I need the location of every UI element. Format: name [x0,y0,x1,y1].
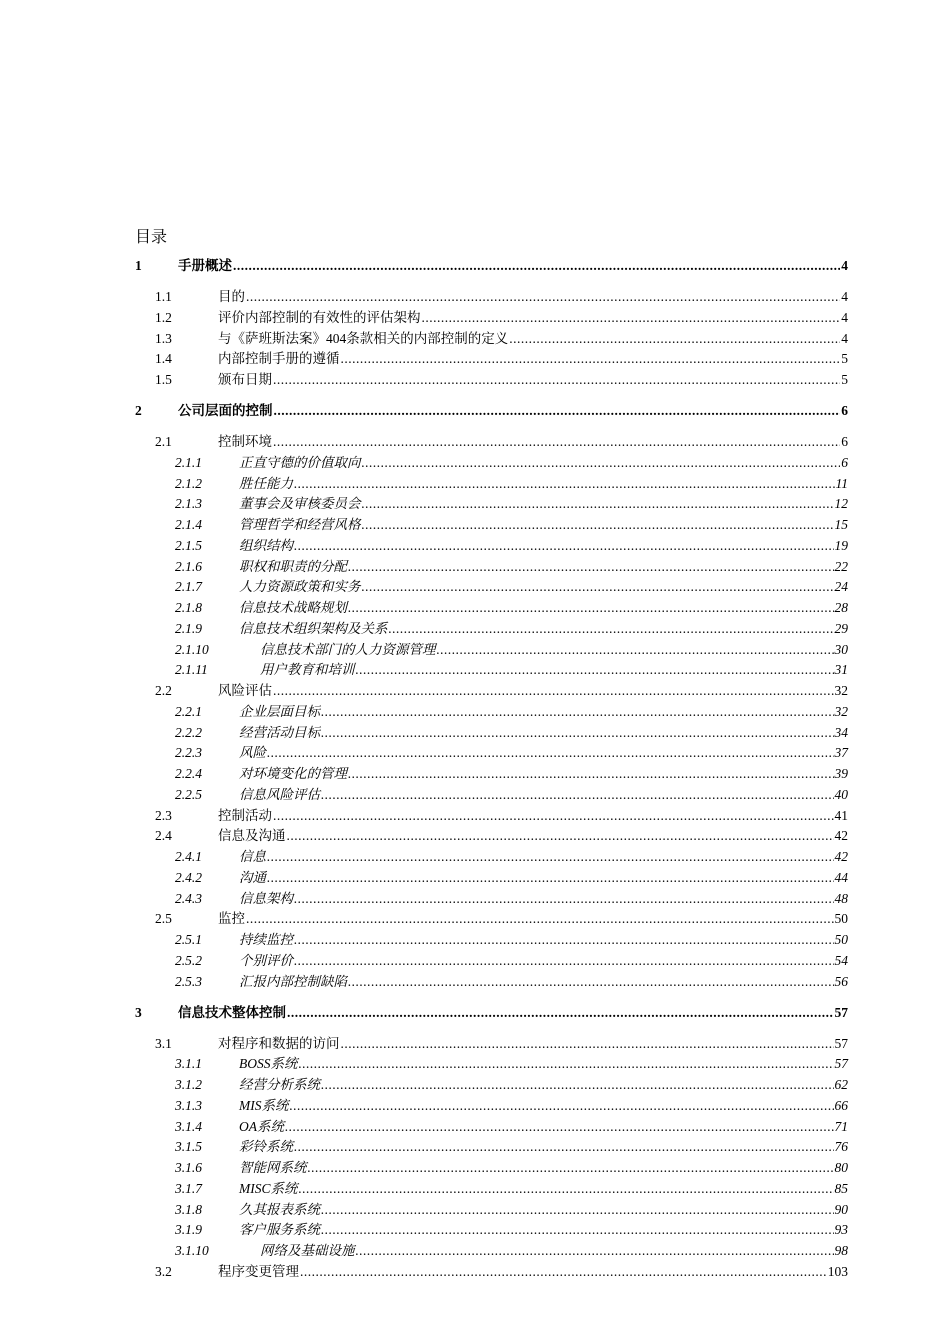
toc-leader-dots [287,827,834,845]
toc-entry[interactable] [175,661,848,679]
toc-entry-title: 目的 [218,289,245,304]
toc-leader-dots [356,1242,834,1260]
toc-entry-page: 44 [834,869,848,885]
toc-entry-title: 风险评估 [218,683,272,698]
toc-entry-page: 6 [841,454,848,470]
toc-entry-page: 50 [834,932,848,947]
toc-entry-title: 网络及基础设施 [260,1243,355,1258]
toc-entry-number: 2.1.6 [175,558,202,574]
toc-leader-dots [300,1263,827,1281]
toc-entry-number: 1.1 [155,289,172,304]
toc-entry-title: 信息风险评估 [239,786,320,802]
toc-entry[interactable] [175,1159,848,1177]
toc-entry[interactable] [175,558,848,576]
toc-entry-title: OA系统 [239,1118,284,1134]
toc-entry[interactable] [175,578,848,596]
toc-leader-dots [348,765,834,783]
toc-entry[interactable] [175,1242,848,1260]
toc-entry-title: 与《萨班斯法案》404条款相关的内部控制的定义 [218,330,509,346]
toc-leader-dots [290,1097,834,1115]
toc-entry[interactable] [175,537,848,555]
toc-entry-page: 4 [841,330,848,346]
toc-entry-page: 54 [834,952,848,968]
toc-leader-dots [308,1159,834,1177]
toc-entry-number: 2.2.5 [175,786,202,802]
toc-leader-dots [294,1138,834,1156]
toc-entry-number: 3.1.2 [175,1077,202,1092]
toc-leader-dots [294,537,834,555]
toc-leader-dots [348,558,834,576]
toc-entry-title: 对程序和数据的访问 [218,1035,340,1051]
toc-entry-page: 12 [834,496,848,512]
toc-entry-title: 信息技术组织架构及关系 [239,620,388,636]
toc-entry-number: 3.2 [155,1263,172,1279]
toc-leader-dots [362,578,834,596]
toc-entry-title: 信息技术战略规划 [239,600,347,615]
toc-entry-page: 50 [834,911,848,927]
toc-entry-title: 颁布日期 [218,372,272,387]
toc-entry[interactable] [175,1076,848,1094]
toc-entry-page: 39 [834,766,848,781]
toc-entry-number: 3.1.8 [175,1201,202,1217]
toc-entry-page: 37 [834,745,848,761]
toc-entry-page: 28 [834,600,848,615]
toc-entry-title: 用户教育和培训 [260,662,355,678]
toc-entry-page: 57 [834,1035,848,1051]
toc-entry[interactable] [175,890,848,908]
toc-entry[interactable] [155,309,848,327]
toc-entry[interactable] [175,454,848,472]
toc-entry-number: 2.2.1 [175,703,202,719]
toc-leader-dots [321,1201,834,1219]
toc-entry-title: 管理哲学和经营风格 [239,517,361,532]
toc-entry-number: 2.4.2 [175,869,202,885]
toc-entry-number: 1.2 [155,309,172,325]
toc-entry-number: 2 [135,403,142,418]
toc-entry-number: 2.1.11 [175,662,208,678]
toc-leader-dots [321,724,834,742]
toc-entry[interactable] [175,848,848,866]
toc-entry-page: 15 [834,517,848,532]
toc-entry-page: 6 [841,434,848,449]
toc-entry-page: 71 [834,1118,848,1134]
toc-leader-dots [273,371,840,389]
toc-leader-dots [348,599,834,617]
toc-entry[interactable] [175,931,848,949]
toc-entry-title: 监控 [218,911,245,927]
toc-leader-dots [246,910,834,928]
toc-entry-title: 客户服务系统 [239,1222,320,1238]
toc-entry-number: 2.1.1 [175,454,202,470]
toc-entry[interactable] [175,641,848,659]
toc-entry-number: 2.1.9 [175,620,202,636]
toc-entry-page: 56 [834,973,848,989]
toc-entry-title: 持续监控 [239,932,293,947]
toc-leader-dots [422,309,841,327]
toc-entry[interactable] [175,952,848,970]
toc-entry-title: 久其报表系统 [239,1201,320,1217]
toc-entry-page: 48 [834,890,848,906]
toc-entry-title: 沟通 [239,869,266,885]
toc-entry-number: 3.1.4 [175,1118,202,1134]
toc-leader-dots [321,1221,834,1239]
toc-entry-title: 内部控制手册的遵循 [218,351,340,367]
toc-entry-title: 智能网系统 [239,1160,307,1175]
toc-entry[interactable] [155,371,848,389]
toc-entry-title: 信息技术整体控制 [178,1004,286,1020]
toc-entry-number: 2.1.5 [175,537,202,553]
toc-leader-dots [509,330,840,348]
toc-leader-dots [321,703,834,721]
toc-entry-page: 11 [835,475,848,491]
toc-entry-title: BOSS系统 [239,1056,298,1072]
toc-entry-title: 企业层面目标 [239,703,320,719]
toc-entry-title: MIS系统 [239,1097,289,1113]
toc-entry[interactable] [175,516,848,534]
toc-entry[interactable] [175,599,848,617]
toc-entry[interactable] [155,350,848,368]
toc-entry-title: 正直守德的价值取向 [239,454,361,470]
toc-entry[interactable] [175,1201,848,1219]
toc-leader-dots [246,288,840,306]
toc-entry-title: 公司层面的控制 [178,403,273,418]
toc-entry-number: 2.4.3 [175,890,202,906]
toc-entry-page: 42 [834,849,848,864]
toc-entry-page: 80 [834,1160,848,1175]
toc-entry[interactable] [175,1055,848,1073]
toc-entry[interactable] [155,330,848,348]
toc-leader-dots [348,973,834,991]
toc-entry[interactable] [175,1138,848,1156]
toc-entry-page: 57 [834,1056,848,1072]
toc-entry[interactable] [135,402,848,420]
toc-leader-dots [437,641,834,659]
toc-entry-number: 1.4 [155,351,172,367]
toc-leader-dots [233,257,840,275]
toc-leader-dots [341,350,841,368]
toc-entry-number: 2.3 [155,807,172,823]
toc-entry-number: 3.1.5 [175,1139,202,1155]
toc-entry-number: 2.1.10 [175,641,209,657]
toc-entry-page: 66 [834,1097,848,1113]
toc-leader-dots [299,1180,834,1198]
toc-entry-number: 2.2.3 [175,745,202,761]
toc-leader-dots [273,682,834,700]
toc-leader-dots [299,1055,834,1073]
toc-entry-number: 3.1 [155,1035,172,1051]
toc-entry[interactable] [155,682,848,700]
toc-entry-number: 2.1.7 [175,579,202,595]
toc-entry-number: 3.1.1 [175,1056,202,1072]
toc-entry-number: 2.5.2 [175,952,202,968]
toc-leader-dots [273,807,834,825]
toc-entry-title: 个别评价 [239,952,293,968]
toc-entry-number: 1.5 [155,372,172,387]
toc-entry-number: 3.1.10 [175,1243,209,1258]
toc-entry-page: 31 [834,662,848,678]
toc-entry[interactable] [175,475,848,493]
toc-entry-number: 3.1.7 [175,1180,202,1196]
toc-entry[interactable] [175,973,848,991]
toc-entry[interactable] [175,1097,848,1115]
toc-entry[interactable] [175,1221,848,1239]
toc-entry-title: 风险 [239,745,266,761]
toc-entry-page: 90 [834,1201,848,1217]
toc-entry-page: 76 [834,1139,848,1155]
toc-entry[interactable] [155,910,848,928]
toc-entry-title: 信息及沟通 [218,828,286,844]
toc-entry-page: 32 [834,703,848,719]
toc-entry-number: 1 [135,258,142,273]
toc-entry-number: 2.4.1 [175,849,202,864]
toc-entry[interactable] [155,433,848,451]
toc-leader-dots [362,454,841,472]
toc-leader-dots [362,516,834,534]
toc-entry-title: 董事会及审核委员会 [239,496,361,512]
toc-entry-page: 93 [834,1222,848,1238]
toc-entry[interactable] [175,620,848,638]
toc-entry-number: 2.4 [155,828,172,844]
toc-entry-page: 5 [841,351,848,367]
toc-entry[interactable] [155,1035,848,1053]
toc-entry-page: 19 [834,537,848,553]
toc-entry-number: 2.2 [155,683,172,698]
toc-entry-title: 经营活动目标 [239,724,320,740]
toc-title: 目录 [135,229,168,246]
toc-entry[interactable] [155,288,848,306]
toc-entry-title: 彩铃系统 [239,1139,293,1155]
toc-entry-number: 1.3 [155,330,172,346]
toc-entry-page: 4 [841,258,848,273]
toc-entry-number: 2.5.1 [175,932,202,947]
toc-leader-dots [294,952,834,970]
toc-entry-number: 2.2.2 [175,724,202,740]
toc-entry-title: 汇报内部控制缺陷 [239,973,347,989]
toc-entry-page: 29 [834,620,848,636]
toc-leader-dots [274,402,841,420]
toc-entry[interactable] [175,495,848,513]
toc-entry-page: 5 [841,372,848,387]
toc-entry[interactable] [135,1004,848,1022]
toc-entry-number: 2.1.3 [175,496,202,512]
toc-entry-number: 2.2.4 [175,766,202,781]
toc-entry-number: 2.1.2 [175,475,202,491]
toc-entry-title: 人力资源政策和实务 [239,579,361,595]
toc-entry-title: 职权和职责的分配 [239,558,347,574]
toc-leader-dots [267,848,834,866]
toc-entry-number: 2.1 [155,434,172,449]
toc-entry-title: 手册概述 [178,258,232,273]
toc-leader-dots [294,475,835,493]
toc-entry-number: 3.1.3 [175,1097,202,1113]
toc-entry-page: 24 [834,579,848,595]
toc-entry-title: 控制活动 [218,807,272,823]
toc-entry-page: 41 [834,807,848,823]
toc-entry[interactable] [175,1180,848,1198]
toc-entry-page: 98 [834,1243,848,1258]
toc-entry[interactable] [175,765,848,783]
toc-leader-dots [285,1118,834,1136]
toc-entry-page: 4 [841,289,848,304]
toc-leader-dots [294,890,834,908]
toc-entry-number: 2.1.4 [175,517,202,532]
toc-entry-page: 6 [841,403,848,418]
toc-entry-title: 胜任能力 [239,475,293,491]
toc-leader-dots [294,931,834,949]
toc-leader-dots [267,744,834,762]
toc-entry[interactable] [155,827,848,845]
toc-entry-page: 4 [841,309,848,325]
toc-entry[interactable] [175,703,848,721]
toc-leader-dots [321,1076,834,1094]
toc-entry[interactable] [175,786,848,804]
toc-entry[interactable] [175,869,848,887]
toc-entry[interactable] [155,807,848,825]
toc-leader-dots [267,869,834,887]
toc-leader-dots [389,620,834,638]
toc-entry-title: 对环境变化的管理 [239,766,347,781]
toc-entry-number: 2.1.8 [175,600,202,615]
toc-entry[interactable] [175,1118,848,1136]
toc-entry[interactable] [175,724,848,742]
toc-entry-page: 57 [834,1004,848,1020]
toc-leader-dots [321,786,834,804]
toc-leader-dots [362,495,834,513]
toc-entry[interactable] [175,744,848,762]
toc-entry-page: 42 [834,828,848,844]
toc-entry[interactable] [155,1263,848,1281]
toc-entry-page: 85 [834,1180,848,1196]
toc-leader-dots [273,433,840,451]
toc-entry-title: 程序变更管理 [218,1263,299,1279]
toc-entry-title: 控制环境 [218,434,272,449]
toc-entry-number: 2.5 [155,911,172,927]
toc-entry-title: 评价内部控制的有效性的评估架构 [218,309,421,325]
toc-entry-page: 62 [834,1077,848,1092]
toc-entry-title: MISC系统 [239,1180,298,1196]
toc-entry[interactable] [135,257,848,275]
toc-entry-number: 3.1.9 [175,1222,202,1238]
toc-entry-page: 32 [834,683,848,698]
toc-entry-title: 信息架构 [239,890,293,906]
toc-entry-number: 3 [135,1004,142,1020]
toc-entry-number: 3.1.6 [175,1160,202,1175]
toc-entry-page: 22 [834,558,848,574]
toc-entry-page: 30 [834,641,848,657]
toc-entry-title: 信息技术部门的人力资源管理 [260,641,436,657]
toc-entry-title: 经营分析系统 [239,1077,320,1092]
toc-entry-number: 2.5.3 [175,973,202,989]
toc-entry-title: 信息 [239,849,266,864]
toc-leader-dots [356,661,834,679]
toc-entry-title: 组织结构 [239,537,293,553]
toc-leader-dots [341,1035,834,1053]
toc-entry-page: 40 [834,786,848,802]
toc-entry-page: 34 [834,724,848,740]
toc-leader-dots [287,1004,834,1022]
toc-entry-page: 103 [827,1263,848,1279]
